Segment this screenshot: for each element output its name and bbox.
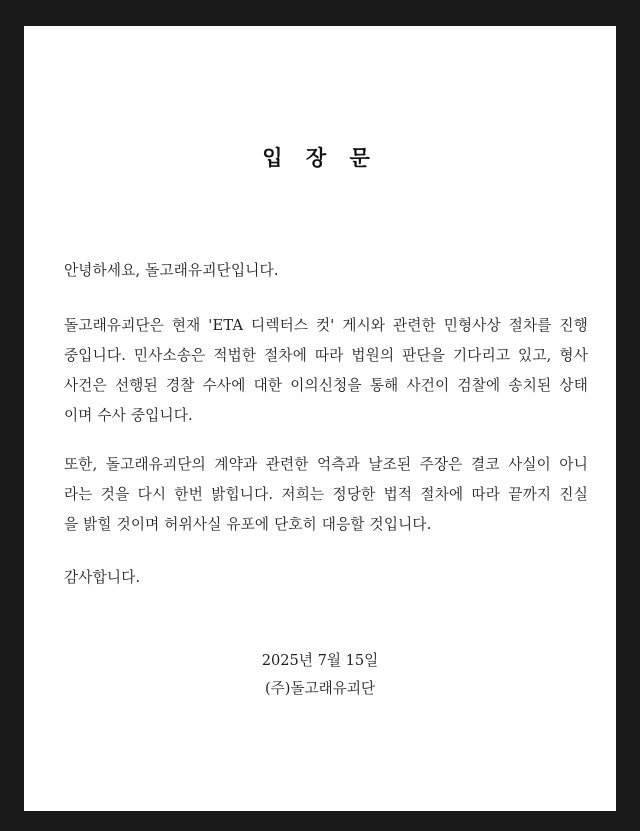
paragraph-line: 라는 것을 다시 한번 밝힙니다. 저희는 정당한 법적 절차에 따라 끝까지 진실 [64, 486, 588, 503]
paragraph-line: 사건은 선행된 경찰 수사에 대한 이의신청을 통해 사건이 검찰에 송치된 상태 [64, 377, 588, 394]
statement-document [24, 26, 616, 811]
paragraph-line: 이며 수사 중입니다. [64, 407, 193, 424]
paragraph-line: 또한, 돌고래유괴단의 계약과 관련한 억측과 날조된 주장은 결코 사실이 아니 [64, 456, 588, 473]
closing-text: 감사합니다. [64, 569, 141, 586]
paragraph-denial [64, 450, 588, 540]
greeting-text: 안녕하세요, 돌고래유괴단입니다. [64, 262, 279, 279]
paragraph-line: 을 밝힐 것이며 허위사실 유포에 단호히 대응할 것입니다. [64, 516, 432, 533]
paragraph-line: 돌고래유괴단은 현재 'ETA 디렉터스 컷' 게시와 관련한 민형사상 절차를 진행 [64, 317, 588, 334]
company-signature: (주)돌고래유괴단 [264, 680, 376, 697]
document-title: 입 장 문 [262, 145, 378, 170]
paragraph-line: 중입니다. 민사소송은 적법한 절차에 따라 법원의 판단을 기다리고 있고, 형사 [64, 347, 588, 364]
paragraph-legal-status [64, 311, 588, 431]
document-date: 2025년 7월 15일 [261, 652, 379, 669]
